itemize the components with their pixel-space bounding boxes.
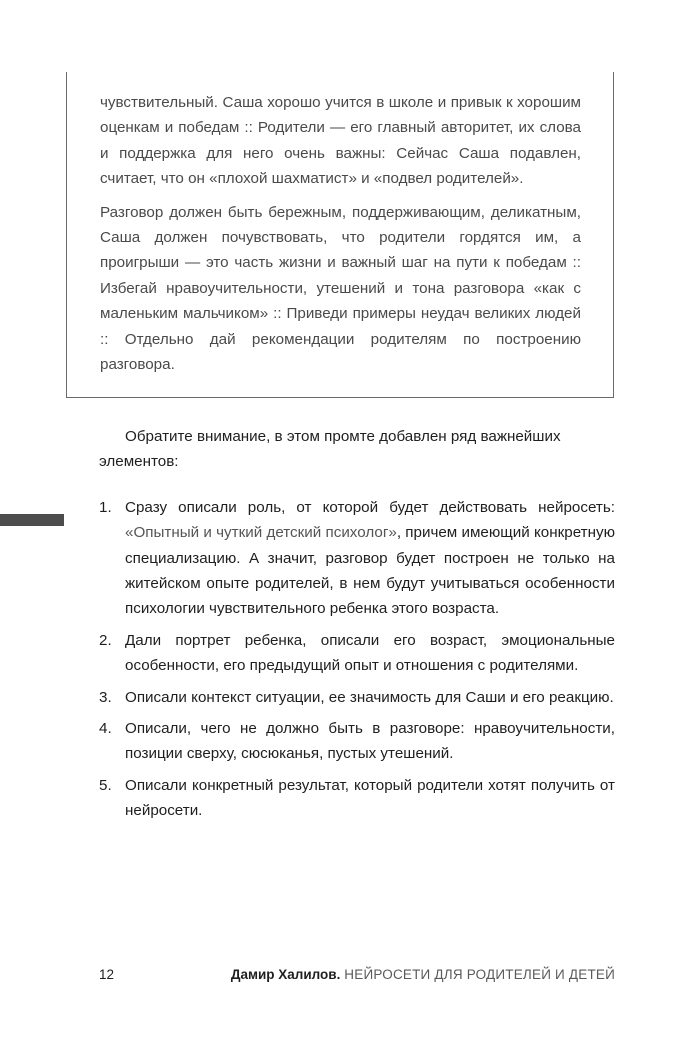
main-text (99, 424, 615, 830)
list-item-text-before: Сразу описали роль, от которой будет действовать нейросеть: (125, 498, 615, 516)
list-item (99, 628, 615, 679)
list-item-number: 3. (99, 688, 112, 706)
side-marker-bar (0, 514, 64, 526)
page-footer (99, 966, 615, 984)
list-item-number: 1. (99, 498, 112, 516)
prompt-example-box (66, 72, 614, 398)
prompt-paragraph-2: Разговор должен быть бережным, поддерживающим, деликатным, Саша должен почувствовать, что родители гордятся им, а проигрыши — это часть жизни и важный шаг на пути к победам :: Избегай нравоучительности, утешений и тона разговора «как с маленьким мальчиком» :: Приведи примеры неудач великих людей :: Отдельно дай рекомендации родителям по построению разговора. (100, 203, 581, 374)
running-title (231, 966, 615, 984)
list-item-number: 2. (99, 631, 112, 649)
list-item (99, 716, 615, 767)
running-title-author: Дамир Халилов. (230, 967, 341, 982)
list-item-text-after: , причем имеющий конкретную специализацию. А значит, разговор будет построен не только на житейском опыте родителей, в нем будут учитываться особенности психологии чувствительного ребенка этого возраста. (125, 524, 615, 618)
list-item (99, 495, 615, 622)
list-item (99, 773, 615, 824)
list-item-text: Описали, чего не должно быть в разговоре: нравоучительности, позиции сверху, сюсюканья, пустых утешений. (125, 720, 615, 763)
list-item-quote: «Опытный и чуткий детский психолог» (125, 524, 397, 542)
list-item-text (125, 495, 615, 622)
list-item-text: Описали конкретный результат, который родители хотят получить от нейросети. (125, 776, 615, 820)
list-item-text: Описали контекст ситуации, ее значимость для Саши и его реакцию. (125, 688, 614, 706)
intro-paragraph: Обратите внимание, в этом промте добавлен ряд важнейших элементов: (99, 428, 561, 471)
list-item (99, 685, 615, 710)
page-number: 12 (99, 967, 115, 982)
list-item-text: Дали портрет ребенка, описали его возраст, эмоциональные особенности, его предыдущий опыт и отношения с родителями. (125, 631, 615, 675)
running-title-book: НЕЙРОСЕТИ ДЛЯ РОДИТЕЛЕЙ И ДЕТЕЙ (340, 967, 615, 982)
list-item-number: 4. (99, 720, 112, 738)
prompt-paragraph-1: чувствительный. Саша хорошо учится в школе и привык к хорошим оценкам и победам :: Родители — его главный авторитет, их слова и поддержка для него очень важны: Сейчас Саша подавлен, считает, что он «плохой шахматист» и «подвел родителей». (100, 94, 581, 188)
list-item-number: 5. (99, 776, 112, 794)
elements-list (99, 495, 615, 824)
